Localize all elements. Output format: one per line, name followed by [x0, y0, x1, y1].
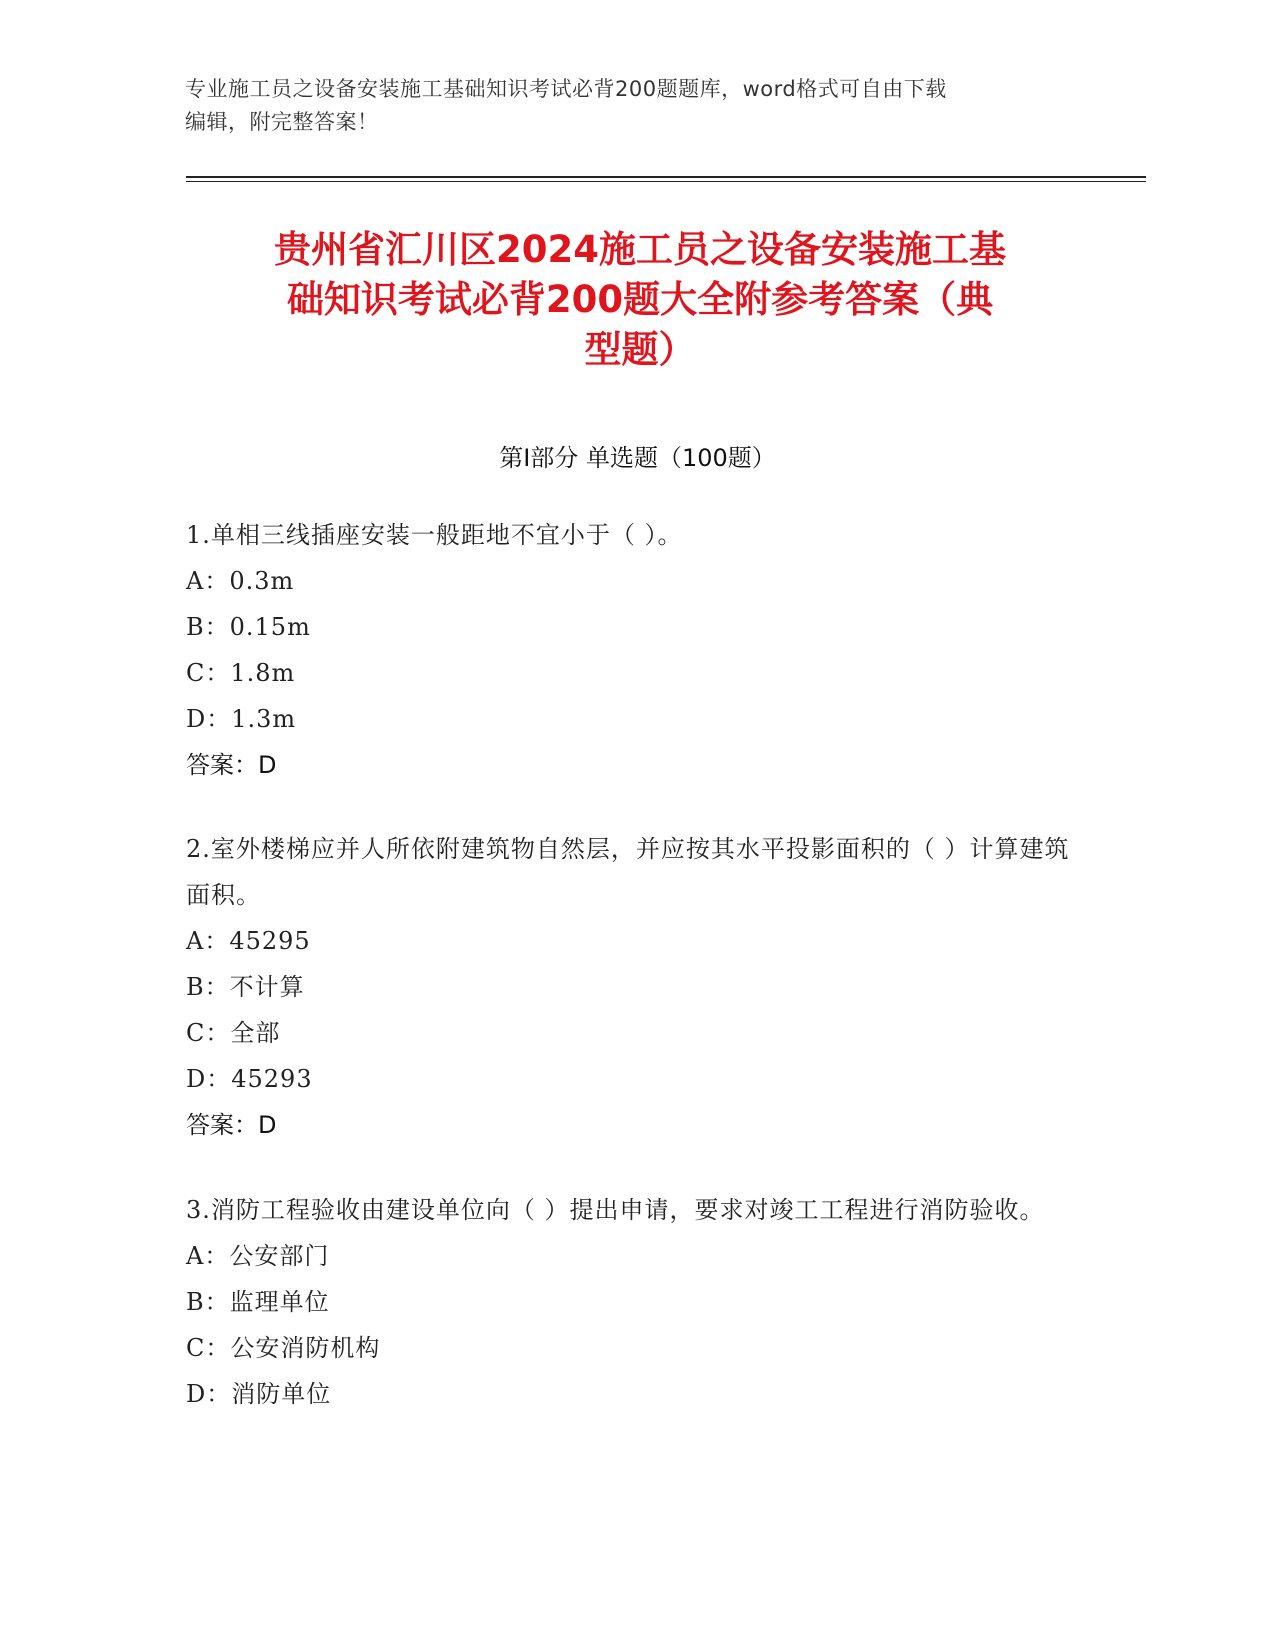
title-line-2: 础知识考试必背200题大全附参考答案（典: [286, 278, 994, 321]
option-b: B：0.15m: [186, 613, 311, 641]
document-title: [190, 225, 1090, 375]
question-3: [186, 1187, 1086, 1417]
option-d: D：1.3m: [186, 705, 297, 733]
option-d: D：45293: [186, 1065, 313, 1093]
title-line-3: 型题）: [584, 328, 696, 371]
option-c: C：1.8m: [186, 659, 296, 687]
option-b: B：不计算: [186, 973, 305, 1001]
section-heading: 第Ⅰ部分 单选题（100题）: [499, 444, 776, 472]
option-a: A：0.3m: [186, 567, 295, 595]
header-divider-thick: [186, 176, 1146, 178]
option-c: C：公安消防机构: [186, 1334, 381, 1362]
question-2: [186, 826, 1086, 1148]
header-line-2: 编辑，附完整答案！: [185, 110, 379, 134]
title-line-1: 贵州省汇川区2024施工员之设备安装施工基: [274, 228, 1006, 271]
option-a: A：45295: [186, 927, 311, 955]
document-header: [185, 73, 1085, 139]
question-1: [186, 512, 1086, 788]
option-b: B：监理单位: [186, 1288, 330, 1316]
option-d: D：消防单位: [186, 1380, 332, 1408]
answer-line: 答案：D: [186, 751, 277, 779]
question-stem: 2.室外楼梯应并人所依附建筑物自然层，并应按其水平投影面积的（ ）计算建筑面积。: [186, 835, 1070, 909]
answer-line: 答案：D: [186, 1111, 277, 1139]
option-c: C：全部: [186, 1019, 281, 1047]
question-stem: 3.消防工程验收由建设单位向（ ）提出申请，要求对竣工工程进行消防验收。: [186, 1196, 1045, 1224]
option-a: A：公安部门: [186, 1242, 330, 1270]
header-divider-thin: [186, 181, 1146, 182]
header-line-1: 专业施工员之设备安装施工基础知识考试必背200题题库，word格式可自由下载: [185, 77, 947, 101]
question-stem: 1.单相三线插座安装一般距地不宜小于（ ）。: [186, 521, 683, 549]
